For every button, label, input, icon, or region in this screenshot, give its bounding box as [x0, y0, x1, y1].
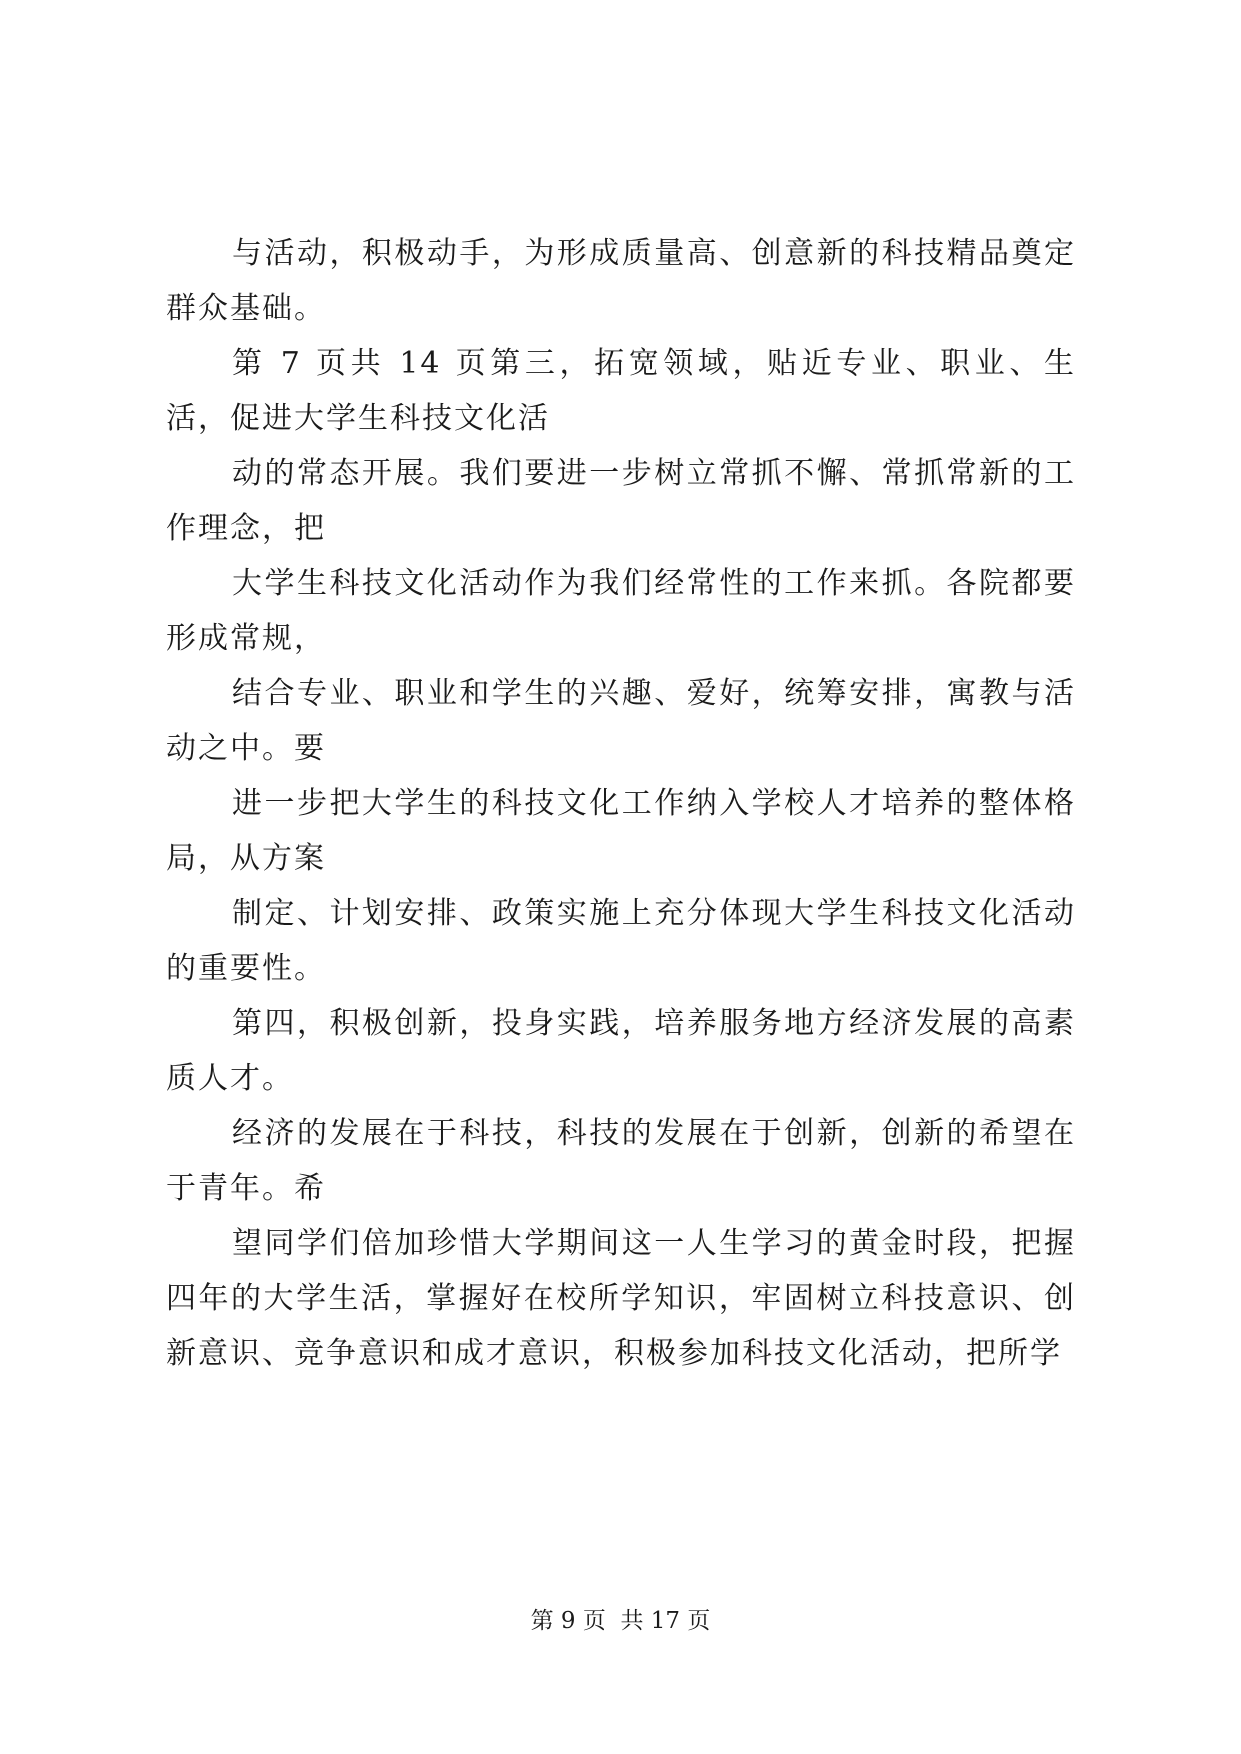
- paragraph: 进一步把大学生的科技文化工作纳入学校人才培养的整体格局，从方案: [166, 786, 1076, 876]
- paragraph: 经济的发展在于科技，科技的发展在于创新，创新的希望在于青年。希: [166, 1116, 1076, 1206]
- body-text: [166, 226, 1076, 1381]
- paragraph: 与活动，积极动手，为形成质量高、创意新的科技精品奠定群众基础。: [166, 236, 1076, 326]
- paragraph: 动的常态开展。我们要进一步树立常抓不懈、常抓常新的工作理念，把: [166, 456, 1076, 546]
- paragraph: 第 7 页共 14 页第三，拓宽领域，贴近专业、职业、生活，促进大学生科技文化活: [166, 346, 1076, 436]
- paragraph: 望同学们倍加珍惜大学期间这一人生学习的黄金时段，把握四年的大学生活，掌握好在校所学知识，牢固树立科技意识、创新意识、竞争意识和成才意识，积极参加科技文化活动，把所学: [166, 1226, 1076, 1371]
- page-number-label: 第 9 页 共 17 页: [530, 1608, 711, 1634]
- paragraph: 第四，积极创新，投身实践，培养服务地方经济发展的高素质人才。: [166, 1006, 1076, 1096]
- page-footer: [0, 1606, 1241, 1636]
- paragraph: 制定、计划安排、政策实施上充分体现大学生科技文化活动的重要性。: [166, 896, 1076, 986]
- paragraph: 结合专业、职业和学生的兴趣、爱好，统筹安排，寓教与活动之中。要: [166, 676, 1076, 766]
- paragraph: 大学生科技文化活动作为我们经常性的工作来抓。各院都要形成常规，: [166, 566, 1076, 656]
